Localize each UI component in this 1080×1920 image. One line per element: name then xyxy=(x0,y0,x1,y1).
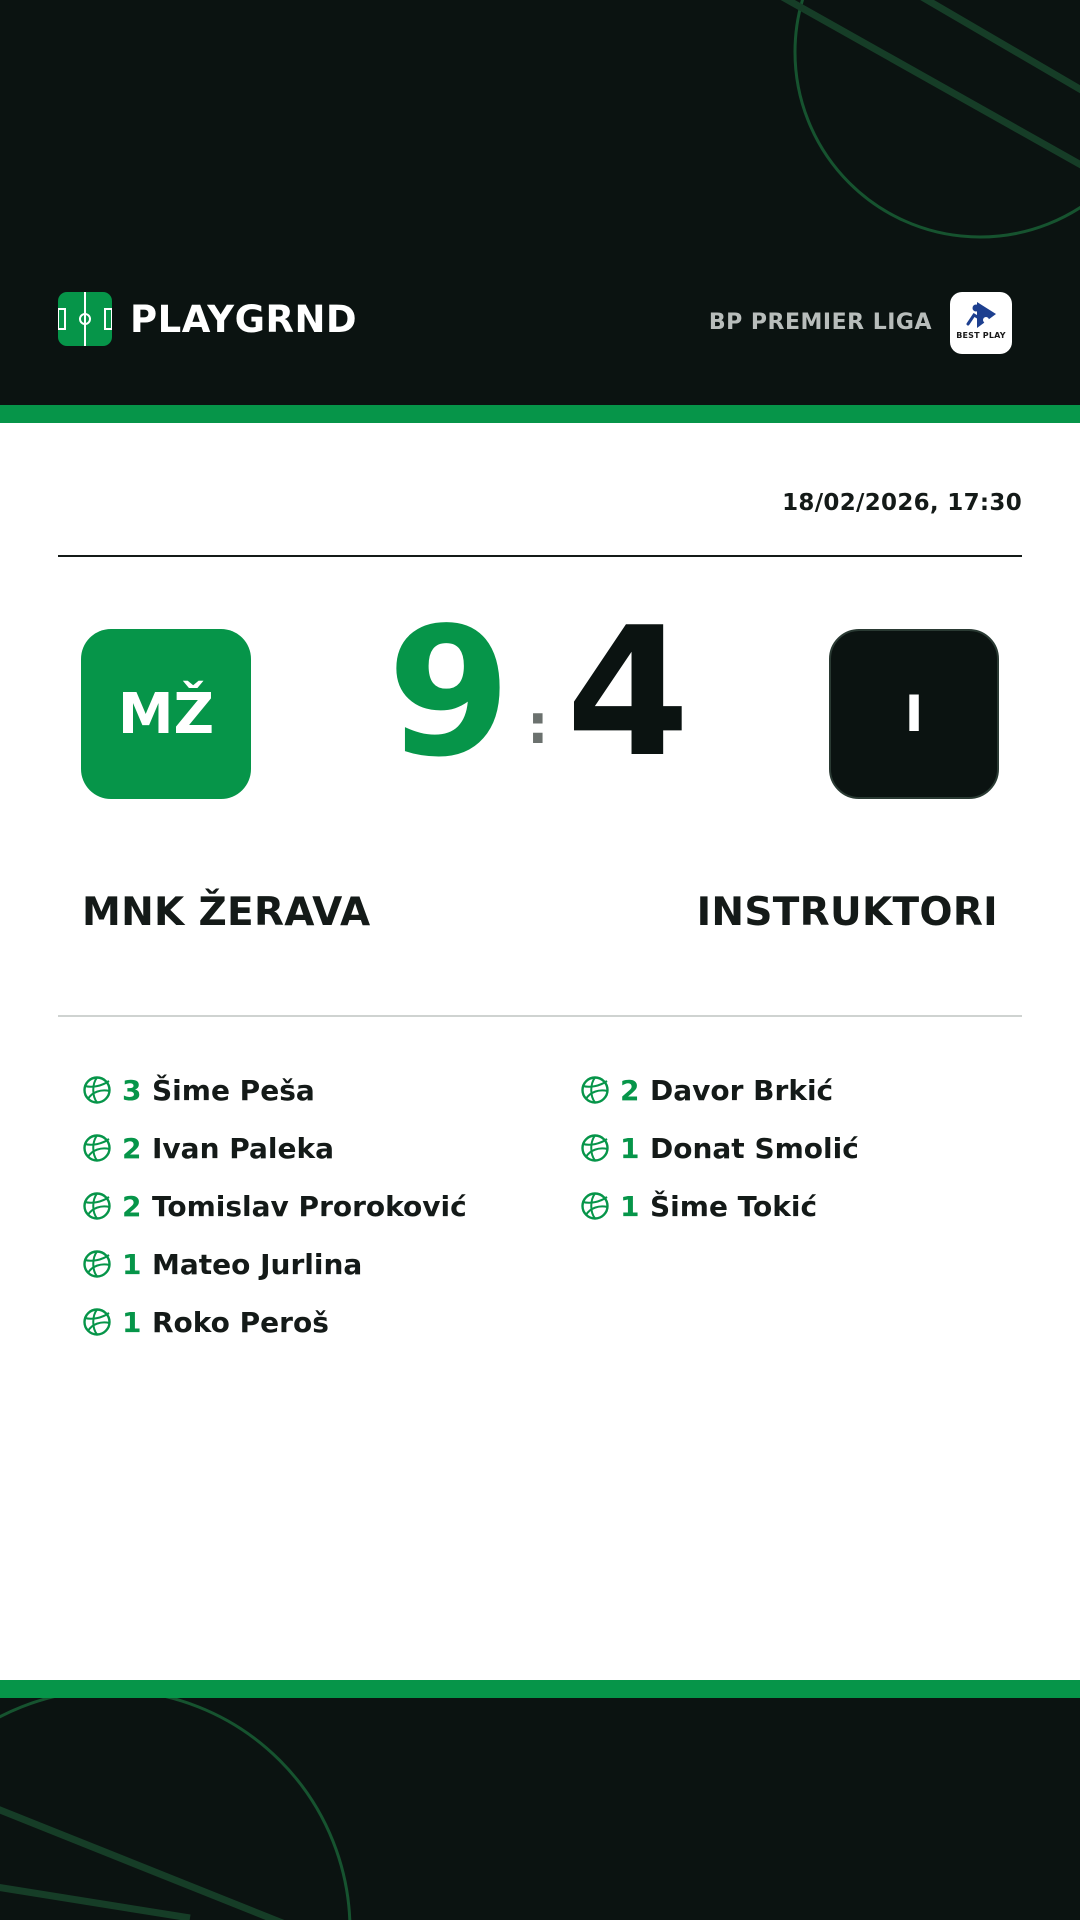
header xyxy=(0,0,1080,405)
away-score: 4 xyxy=(566,589,690,796)
away-team-name: INSTRUKTORI xyxy=(696,890,998,935)
scorer-name: Roko Peroš xyxy=(152,1305,329,1339)
ball-icon xyxy=(82,1075,112,1105)
scorer-row xyxy=(580,1061,1040,1119)
league-logo xyxy=(950,292,1012,354)
away-scorers-list xyxy=(580,1061,1040,1235)
scorer-row xyxy=(82,1119,542,1177)
scorer-name: Donat Smolić xyxy=(650,1131,859,1165)
footer xyxy=(0,1698,1080,1920)
scorer-row xyxy=(82,1293,542,1351)
divider xyxy=(58,1015,1022,1017)
scorer-goals: 3 xyxy=(122,1073,142,1107)
brand-name: PLAYGRND xyxy=(130,297,358,341)
scorer-row xyxy=(580,1119,1040,1177)
ball-icon xyxy=(82,1133,112,1163)
scorer-row xyxy=(82,1061,542,1119)
scorer-name: Ivan Paleka xyxy=(152,1131,335,1165)
home-team-name: MNK ŽERAVA xyxy=(82,890,371,935)
scorer-row xyxy=(82,1235,542,1293)
match-datetime: 18/02/2026, 17:30 xyxy=(782,490,1022,516)
accent-band-bottom xyxy=(0,1680,1080,1698)
league xyxy=(709,292,1012,354)
scorer-name: Šime Tokić xyxy=(650,1189,818,1223)
ball-icon xyxy=(82,1249,112,1279)
scorer-row xyxy=(580,1177,1040,1235)
ball-icon xyxy=(580,1191,610,1221)
scorer-goals: 2 xyxy=(122,1131,142,1165)
scorer-goals: 1 xyxy=(620,1131,640,1165)
ball-icon xyxy=(82,1191,112,1221)
divider xyxy=(58,555,1022,557)
pitch-lines-decoration xyxy=(0,1698,1080,1920)
home-scorers-list xyxy=(82,1061,542,1351)
player-icon xyxy=(964,300,998,330)
home-team-badge: MŽ xyxy=(81,629,251,799)
away-team-badge: I xyxy=(829,629,999,799)
accent-band-top xyxy=(0,405,1080,423)
scorer-name: Šime Peša xyxy=(152,1073,315,1107)
scorer-name: Mateo Jurlina xyxy=(152,1247,363,1281)
scorer-goals: 1 xyxy=(620,1189,640,1223)
scorer-goals: 1 xyxy=(122,1247,142,1281)
league-name: BP PREMIER LIGA xyxy=(708,309,932,335)
scorer-row xyxy=(82,1177,542,1235)
home-score: 9 xyxy=(387,589,511,796)
scorer-name: Tomislav Proroković xyxy=(152,1189,467,1223)
scorer-goals: 1 xyxy=(122,1305,142,1339)
score-separator: : xyxy=(527,693,549,756)
ball-icon xyxy=(580,1075,610,1105)
league-logo-text: BEST PLAY xyxy=(956,331,1006,340)
brand xyxy=(58,292,357,346)
scorer-goals: 2 xyxy=(620,1073,640,1107)
ball-icon xyxy=(580,1133,610,1163)
scorer-goals: 2 xyxy=(122,1189,142,1223)
ball-icon xyxy=(82,1307,112,1337)
scorer-name: Davor Brkić xyxy=(650,1073,834,1107)
pitch-icon xyxy=(58,292,112,346)
